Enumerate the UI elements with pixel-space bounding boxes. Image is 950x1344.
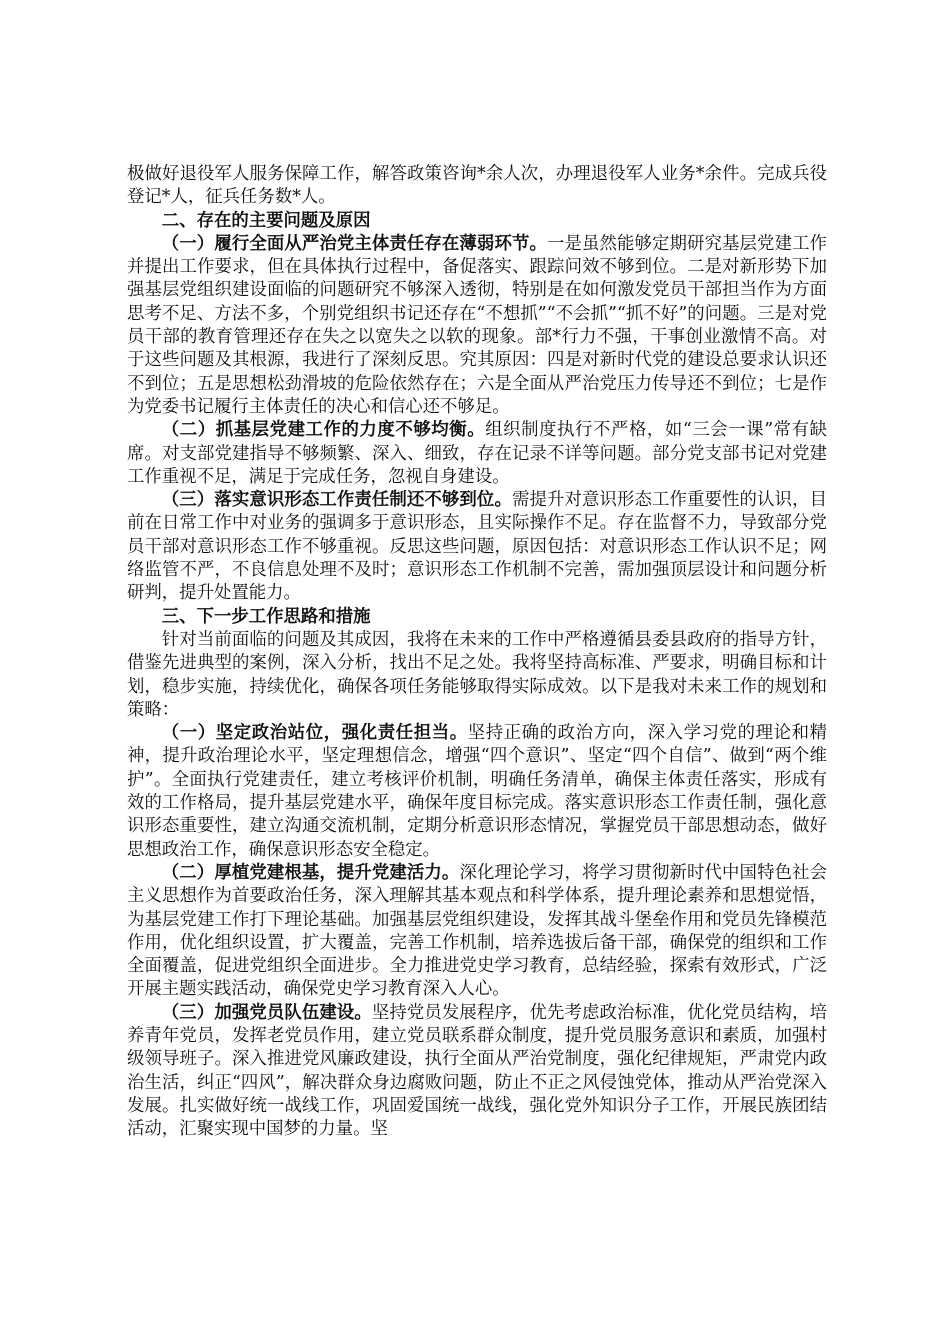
subheading-measure-2: （二）厚植党建根基，提升党建活力。	[161, 862, 460, 883]
paragraph-measure-1-body: 坚持正确的政治方向，深入学习党的理论和精神，提升政治理论水平，坚定理想信念，增强“四个意识”、坚定“四个自信”、做到“两个维护”。全面执行党建责任，建立考核评价机制，明确任务清单，确保主体责任落实，形成有效的工作格局，提升基层党建水平，确保年度目标完成。落实意识形态工作责任制，强化意识形态重要性，建立沟通交流机制，定期分析意识形态情况，掌握党员干部思想动态，做好思想政治工作，确保意识形态安全稳定。	[127, 723, 827, 860]
paragraph-problem-1-body: 一是虽然能够定期研究基层党建工作并提出工作要求，但在具体执行过程中，备促落实、跟踪问效不够到位。二是对新形势下加强基层党组织建设面临的问题研究不够深入透彻，特别是在如何激发党员干部担当作为方面思考不足、方法不多，个别党组织书记还存在“不想抓”“不会抓”“抓不好”的问题。三是对党员干部的教育管理还存在失之以宽失之以软的现象。部*行力不强，干事创业激情不高。对于这些问题及其根源，我进行了深刻反思。究其原因：四是对新时代党的建设总要求认识还不到位；五是思想松劲滑坡的危险依然存在；六是全面从严治党压力传导还不到位；七是作为党委书记履行主体责任的决心和信心还不够足。	[127, 233, 827, 417]
paragraph-intro: 极做好退役军人服务保障工作，解答政策咨询*余人次，办理退役军人业务*余件。完成兵役登记*人，征兵任务数*人。	[127, 164, 827, 208]
paragraph-next-steps-intro: 针对当前面临的问题及其成因，我将在未来的工作中严格遵循县委县政府的指导方针，借鉴先进典型的案例，深入分析，找出不足之处。我将坚持高标准、严要求，明确目标和计划，稳步实施，持续优化，确保各项任务能够取得实际成效。以下是我对未来工作的规划和策略：	[127, 629, 827, 720]
paragraph-measure-2-body: 深化理论学习，将学习贯彻新时代中国特色社会主义思想作为首要政治任务，深入理解其基本观点和科学体系，提升理论素养和思想觉悟，为基层党建工作打下理论基础。加强基层党组织建设，发挥其战斗堡垒作用和党员先锋模范作用，优化组织设置，扩大覆盖，完善工作机制，培养选拔后备干部，确保党的组织和工作全面覆盖，促进党组织全面进步。全力推进党史学习教育，总结经验，探索有效形式，广泛开展主题实践活动，确保党史学习教育深入人心。	[127, 862, 827, 1000]
subheading-problem-3: （三）落实意识形态工作责任制还不够到位。	[161, 490, 512, 511]
document-page	[127, 163, 827, 1141]
paragraph-measure-3	[127, 1002, 827, 1142]
section-heading-problems: 二、存在的主要问题及原因	[161, 210, 371, 231]
paragraph-measure-2	[127, 862, 827, 1002]
paragraph-measure-1	[127, 722, 827, 862]
subheading-measure-1: （一）坚定政治站位，强化责任担当。	[161, 723, 468, 744]
paragraph-problem-3	[127, 489, 827, 605]
section-heading-next-steps: 三、下一步工作思路和措施	[161, 606, 371, 627]
subheading-measure-3: （三）加强党员队伍建设。	[161, 1002, 372, 1023]
paragraph-measure-3-body: 坚持党员发展程序，优先考虑政治标准，优化党员结构，培养青年党员，发挥老党员作用，建立党员联系群众制度，提升党员服务意识和素质，加强村级领导班子。深入推进党风廉政建设，执行全面从严治党制度，强化纪律规矩，严肃党内政治生活，纠正“四风”，解决群众身边腐败问题，防止不正之风侵蚀党体，推动从严治党深入发展。扎实做好统一战线工作，巩固爱国统一战线，强化党外知识分子工作，开展民族团结活动，汇聚实现中国梦的力量。坚	[127, 1002, 827, 1140]
paragraph-problem-1	[127, 233, 827, 419]
subheading-problem-2: （二）抓基层党建工作的力度不够均衡。	[161, 420, 486, 441]
subheading-problem-1: （一）履行全面从严治党主体责任存在薄弱环节。	[161, 233, 547, 254]
paragraph-problem-2	[127, 419, 827, 489]
paragraph-problem-3-body: 需提升对意识形态工作重要性的认识，目前在日常工作中对业务的强调多于意识形态，且实际操作不足。存在监督不力，导致部分党员干部对意识形态工作不够重视。反思这些问题，原因包括：对意识形态工作认识不足；网络监管不严，不良信息处理不及时；意识形态工作机制不完善，需加强顶层设计和问题分析研判，提升处置能力。	[127, 490, 827, 604]
paragraph-problem-2-body: 组织制度执行不严格，如“三会一课”常有缺席。对支部党建指导不够频繁、深入、细致，存在记录不详等问题。部分党支部书记对党建工作重视不足，满足于完成任务，忽视自身建设。	[127, 420, 827, 487]
